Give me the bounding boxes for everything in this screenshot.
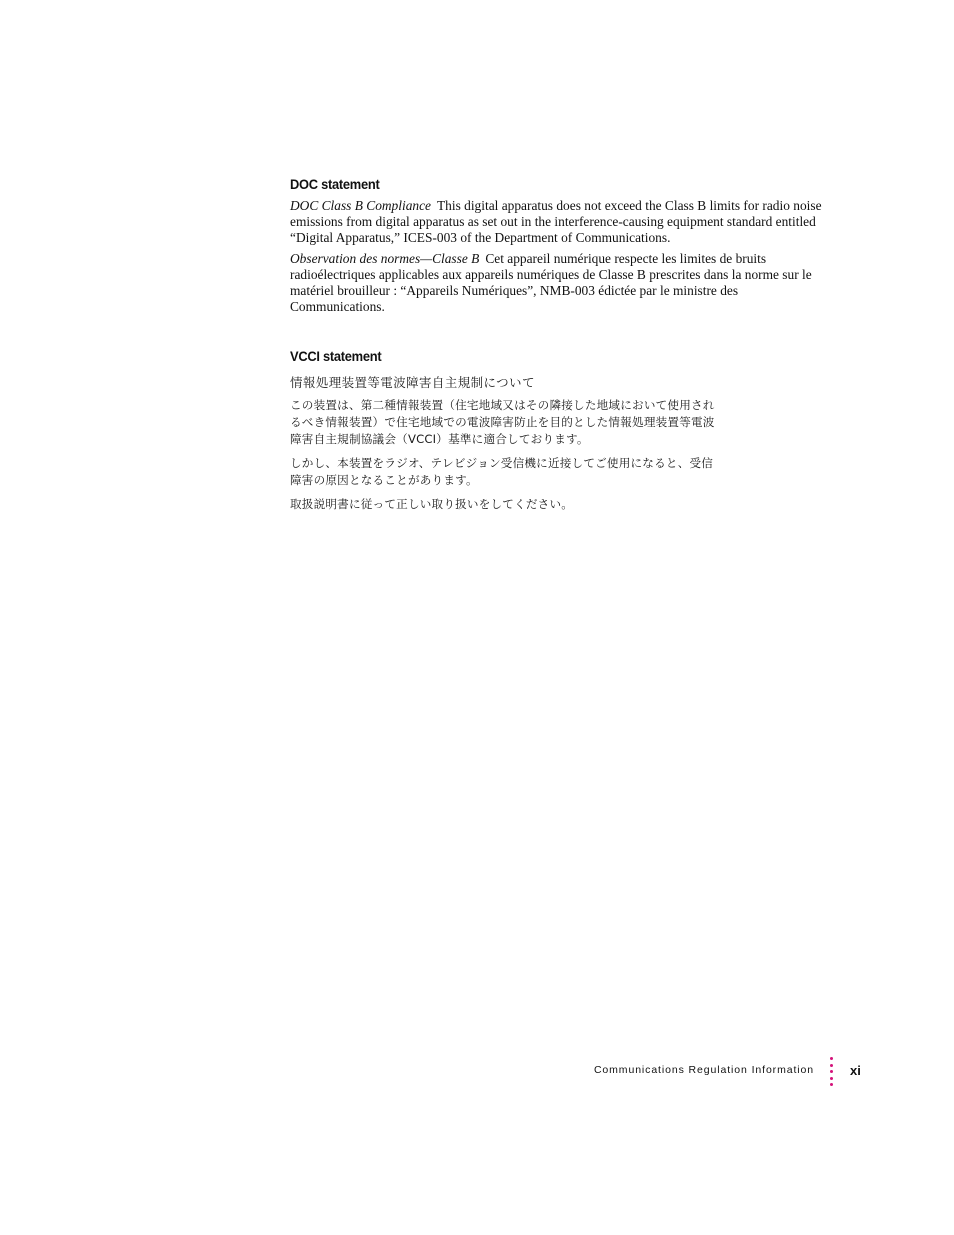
- vcci-japanese-paragraph: この装置は、第二種情報装置（住宅地域又はその隣接した地域において使用されるべき情報装置）で住宅地域での電波障害防止を目的とした情報処理装置等電波障害自主規制協議会（VCCI）基準に適合しております。: [290, 398, 715, 446]
- doc-compliance-lead: DOC Class B Compliance: [290, 198, 431, 213]
- doc-observation-paragraph: [290, 251, 835, 315]
- doc-observation-text: Cet appareil numérique respecte les limites de bruits radioélectriques applicables aux appareils numériques de Classe B prescrites dans la norme sur le matériel brouilleur : “Appareils Numériques”, NMB-003 édictée par le ministre des Communications.: [290, 251, 812, 314]
- doc-compliance-paragraph: [290, 198, 835, 246]
- vcci-japanese-notice: [290, 374, 715, 513]
- page-content: [290, 176, 835, 520]
- page-footer: [0, 1063, 954, 1097]
- footer-section-title: Communications Regulation Information: [593, 1064, 814, 1076]
- vcci-statement-heading: VCCI statement: [290, 348, 382, 364]
- doc-compliance-text: This digital apparatus does not exceed the Class B limits for radio noise emissions from digital apparatus as set out in the interference-causing equipment standard entitled “Digital Apparatus,” ICES-003 of the Department of Communications.: [290, 198, 822, 245]
- footer-dot-divider: [830, 1057, 834, 1090]
- doc-statement-heading: DOC statement: [290, 176, 380, 192]
- vcci-japanese-paragraph: 取扱説明書に従って正しい取り扱いをしてください。: [290, 497, 574, 511]
- doc-observation-lead: Observation des normes—Classe B: [290, 251, 480, 266]
- page-number: xi: [850, 1063, 861, 1078]
- vcci-japanese-title: 情報処理装置等電波障害自主規制について: [290, 375, 535, 390]
- vcci-japanese-paragraph: しかし、本装置をラジオ、テレビジョン受信機に近接してご使用になると、受信障害の原因となることがあります。: [290, 456, 714, 487]
